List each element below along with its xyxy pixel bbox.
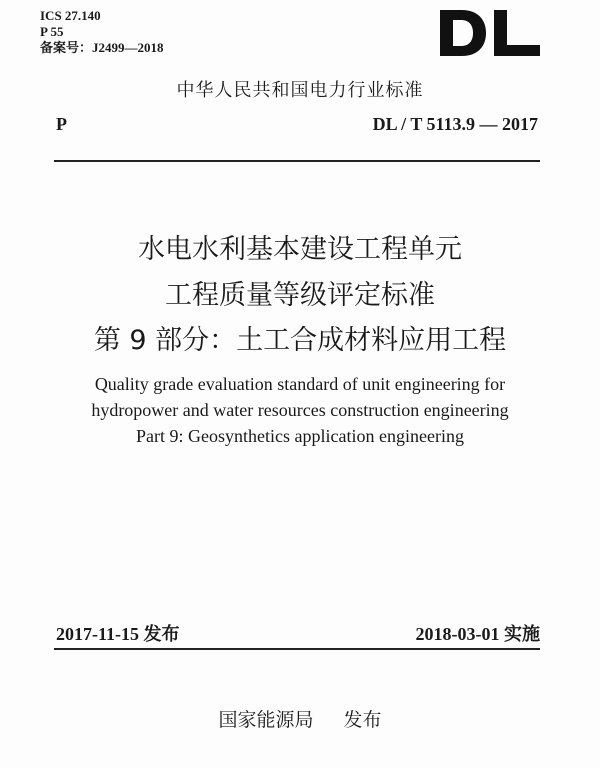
issuer-name: 国家能源局	[218, 709, 314, 731]
class-code: P 55	[40, 24, 64, 39]
title-en-line3: Part 9: Geosynthetics application engineering	[136, 426, 464, 446]
category-code: P	[56, 114, 67, 134]
title-zh-line1: 水电水利基本建设工程单元	[138, 234, 462, 265]
publish-date-line	[56, 620, 180, 646]
record-number: 备案号：J2499—2018	[40, 40, 164, 55]
standard-number: DL / T 5113.9 — 2017	[372, 114, 538, 134]
footer-divider	[54, 648, 540, 650]
dl-logo	[440, 10, 540, 56]
header-divider	[54, 160, 540, 162]
publish-label: 发布	[143, 624, 180, 645]
title-zh-line3: 第 9 部分：土工合成材料应用工程	[93, 325, 507, 356]
implement-date: 2018-03-01	[415, 624, 500, 644]
meta-block	[40, 8, 164, 56]
title-zh-line2: 工程质量等级评定标准	[165, 280, 435, 311]
ics-code: ICS 27.140	[40, 8, 101, 23]
title-en-line1: Quality grade evaluation standard of unit engineering for	[94, 374, 506, 394]
issuer-action: 发布	[343, 709, 382, 731]
org-title: 中华人民共和国电力行业标准	[176, 80, 424, 101]
title-en-line2: hydropower and water resources construction engineering	[91, 400, 509, 420]
implement-date-line	[416, 620, 541, 646]
publish-date: 2017-11-15	[56, 624, 139, 644]
issuer-line	[0, 705, 600, 732]
implement-label: 实施	[504, 624, 540, 645]
